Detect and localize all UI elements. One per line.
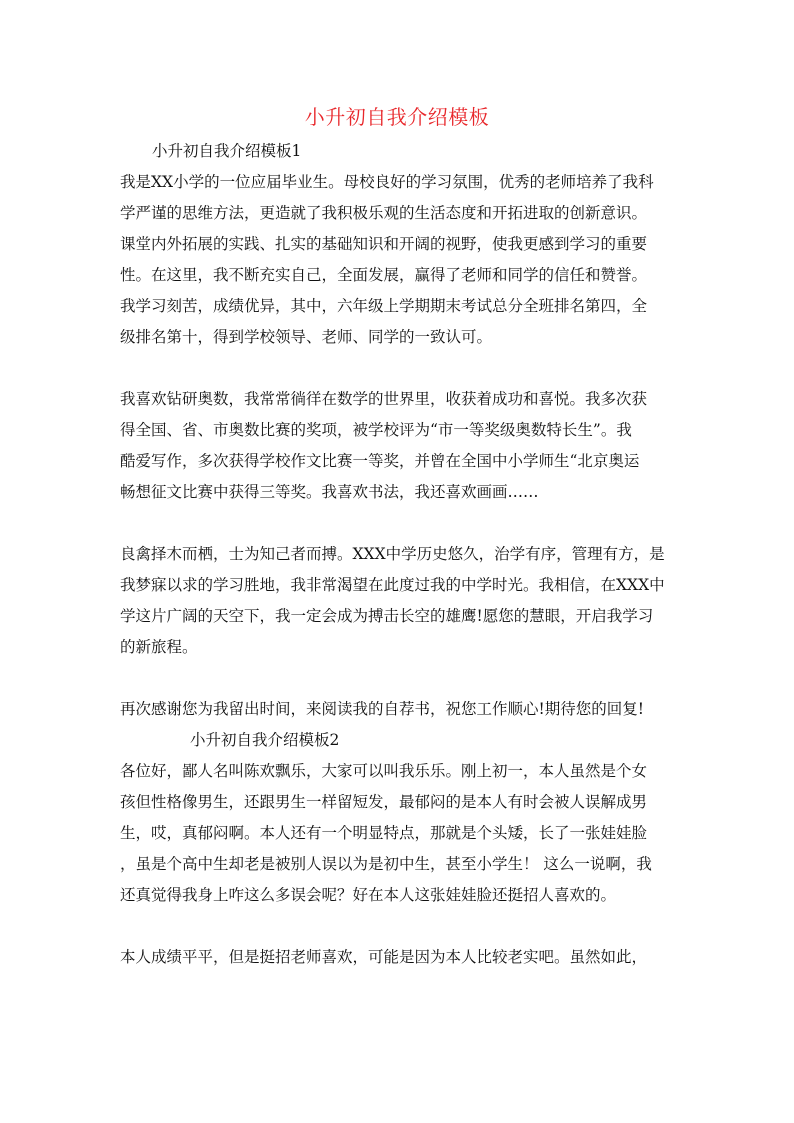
paragraph-line: 得全国、省、市奥数比赛的奖项，被学校评为“市一等奖级奥数特长生”。我	[120, 421, 632, 439]
paragraph-line: 级排名第十，得到学校领导、老师、同学的一致认可。	[120, 328, 493, 346]
paragraph-line: 我是XX小学的一位应届毕业生。母校良好的学习氛围，优秀的老师培养了我科	[120, 173, 654, 191]
paragraph-line: 良禽择木而栖，士为知己者而搏。XXX中学历史悠久，治学有序，管理有方，是	[120, 545, 665, 563]
paragraph-line: 的新旅程。	[120, 638, 198, 656]
section-heading-1: 小升初自我介绍模板1	[152, 142, 302, 160]
paragraph-line: 我梦寐以求的学习胜地，我非常渴望在此度过我的中学时光。我相信，在XXX中	[120, 576, 665, 594]
paragraph-line: 我学习刻苦，成绩优异，其中，六年级上学期期末考试总分全班排名第四，全	[120, 297, 648, 315]
paragraph-line: 孩但性格像男生，还跟男生一样留短发，最郁闷的是本人有时会被人误解成男	[120, 793, 648, 811]
paragraph-spacer	[120, 508, 676, 539]
paragraph-spacer	[120, 353, 676, 384]
paragraph-line: 我喜欢钻研奥数，我常常徜徉在数学的世界里，收获着成功和喜悦。我多次获	[120, 390, 648, 408]
paragraph-line: 课堂内外拓展的实践、扎实的基础知识和开阔的视野，使我更感到学习的重要	[120, 235, 648, 253]
document-title: 小升初自我介绍模板	[304, 105, 490, 129]
paragraph-line: 各位好，鄙人名叫陈欢飘乐，大家可以叫我乐乐。刚上初一，本人虽然是个女	[120, 762, 648, 780]
paragraph-line: 性。在这里，我不断充实自己，全面发展，赢得了老师和同学的信任和赞誉。	[120, 266, 648, 284]
paragraph-line: 还真觉得我身上咋这么多误会呢？好在本人这张娃娃脸还挺招人喜欢的。	[120, 886, 617, 904]
paragraph-line: 本人成绩平平，但是挺招老师喜欢，可能是因为本人比较老实吧。虽然如此，	[120, 948, 648, 966]
paragraph-line: ，虽是个高中生却老是被别人误以为是初中生，甚至小学生！ 这么一说啊，我	[120, 855, 652, 873]
section-heading-2: 小升初自我介绍模板2	[190, 731, 340, 749]
paragraph-line: 学严谨的思维方法，更造就了我积极乐观的生活态度和开拓进取的创新意识。	[120, 204, 648, 222]
document-body	[120, 136, 676, 973]
paragraph-line: 畅想征文比赛中获得三等奖。我喜欢书法，我还喜欢画画……	[120, 483, 539, 501]
paragraph-line: 学这片广阔的天空下，我一定会成为搏击长空的雄鹰!愿您的慧眼，开启我学习	[120, 607, 654, 625]
paragraph-line: 酷爱写作，多次获得学校作文比赛一等奖，并曾在全国中小学师生“北京奥运	[120, 452, 640, 470]
paragraph-spacer	[120, 911, 676, 942]
paragraph-spacer	[120, 663, 676, 694]
paragraph-line: 生，哎，真郁闷啊。本人还有一个明显特点，那就是个头矮，长了一张娃娃脸	[120, 824, 648, 842]
paragraph-line: 再次感谢您为我留出时间，来阅读我的自荐书，祝您工作顺心!期待您的回复!	[120, 700, 644, 718]
